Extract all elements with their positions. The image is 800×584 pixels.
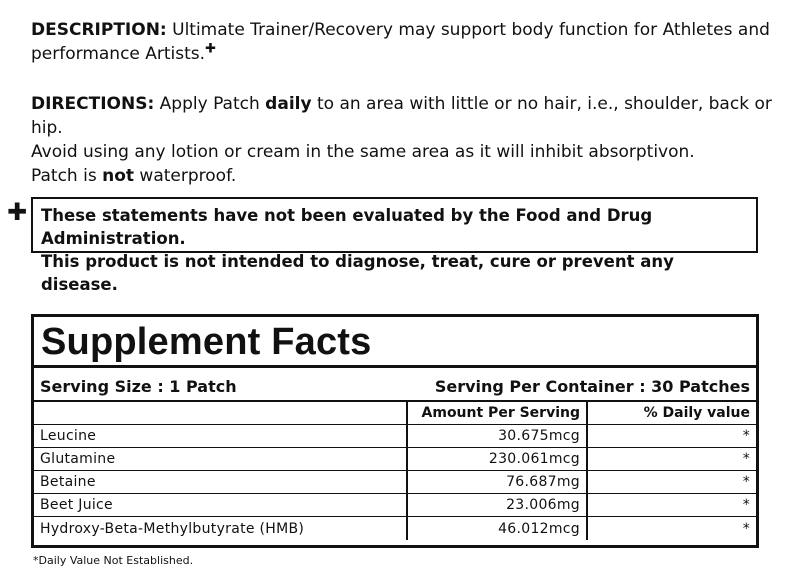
directions-line-3 — [31, 164, 791, 188]
directions-line-2: Avoid using any lotion or cream in the same area as it will inhibit absorptivon. — [31, 142, 695, 162]
description-text: Ultimate Trainer/Recovery may support body function for Athletes and performance Artists. — [31, 20, 770, 64]
disclaimer-line-1: These statements have not been evaluated by the Food and Drug Administration. — [41, 206, 653, 248]
header-amount: Amount Per Serving — [407, 402, 587, 425]
directions-text-a: Apply Patch — [159, 94, 260, 114]
cross-icon: ✚ — [7, 198, 28, 226]
servings-per-container: Serving Per Container : 30 Patches — [434, 377, 750, 396]
ingredient-amount: 46.012mcg — [407, 517, 587, 541]
ingredient-daily-value: * — [587, 425, 756, 448]
table-row — [34, 494, 756, 517]
ingredient-daily-value: * — [587, 494, 756, 517]
ingredient-amount: 30.675mcg — [407, 425, 587, 448]
ingredient-name: Glutamine — [34, 448, 407, 471]
ingredient-daily-value: * — [587, 471, 756, 494]
ingredient-amount: 23.006mg — [407, 494, 587, 517]
directions-line3-a: Patch is — [31, 166, 97, 186]
header-ingredient — [34, 402, 407, 425]
ingredient-name: Betaine — [34, 471, 407, 494]
ingredient-name: Beet Juice — [34, 494, 407, 517]
directions-text-b: to an area with little or no hair, i.e., shoulder, back or hip. — [31, 94, 772, 138]
ingredient-amount: 76.687mg — [407, 471, 587, 494]
supplement-facts-panel — [31, 314, 759, 548]
facts-table — [34, 402, 756, 540]
directions-line3-b: waterproof. — [139, 166, 237, 186]
ingredient-daily-value: * — [587, 448, 756, 471]
disclaimer-line-2: This product is not intended to diagnose, treat, cure or prevent any disease. — [41, 252, 674, 294]
description-label: DESCRIPTION: — [31, 20, 167, 40]
table-row — [34, 425, 756, 448]
daily-value-footnote: *Daily Value Not Established. — [33, 554, 194, 567]
header-daily-value: % Daily value — [587, 402, 756, 425]
serving-size: Serving Size : 1 Patch — [40, 377, 237, 396]
facts-header-row — [34, 402, 756, 425]
table-row — [34, 471, 756, 494]
dagger-icon: ✚ — [205, 41, 216, 57]
table-row — [34, 517, 756, 541]
ingredient-name: Hydroxy-Beta-Methylbutyrate (HMB) — [40, 520, 305, 537]
supplement-facts-title: Supplement Facts — [34, 317, 756, 368]
ingredient-name: Leucine — [34, 425, 407, 448]
directions-not: not — [102, 166, 135, 186]
table-row — [34, 448, 756, 471]
directions-block — [31, 92, 791, 188]
directions-label: DIRECTIONS: — [31, 94, 155, 114]
directions-line-1 — [31, 92, 791, 140]
ingredient-daily-value: * — [587, 517, 756, 541]
directions-daily: daily — [265, 94, 312, 114]
fda-disclaimer-box — [31, 197, 758, 294]
ingredient-amount: 230.061mcg — [407, 448, 587, 471]
serving-row — [34, 368, 756, 402]
description-block — [31, 18, 791, 66]
